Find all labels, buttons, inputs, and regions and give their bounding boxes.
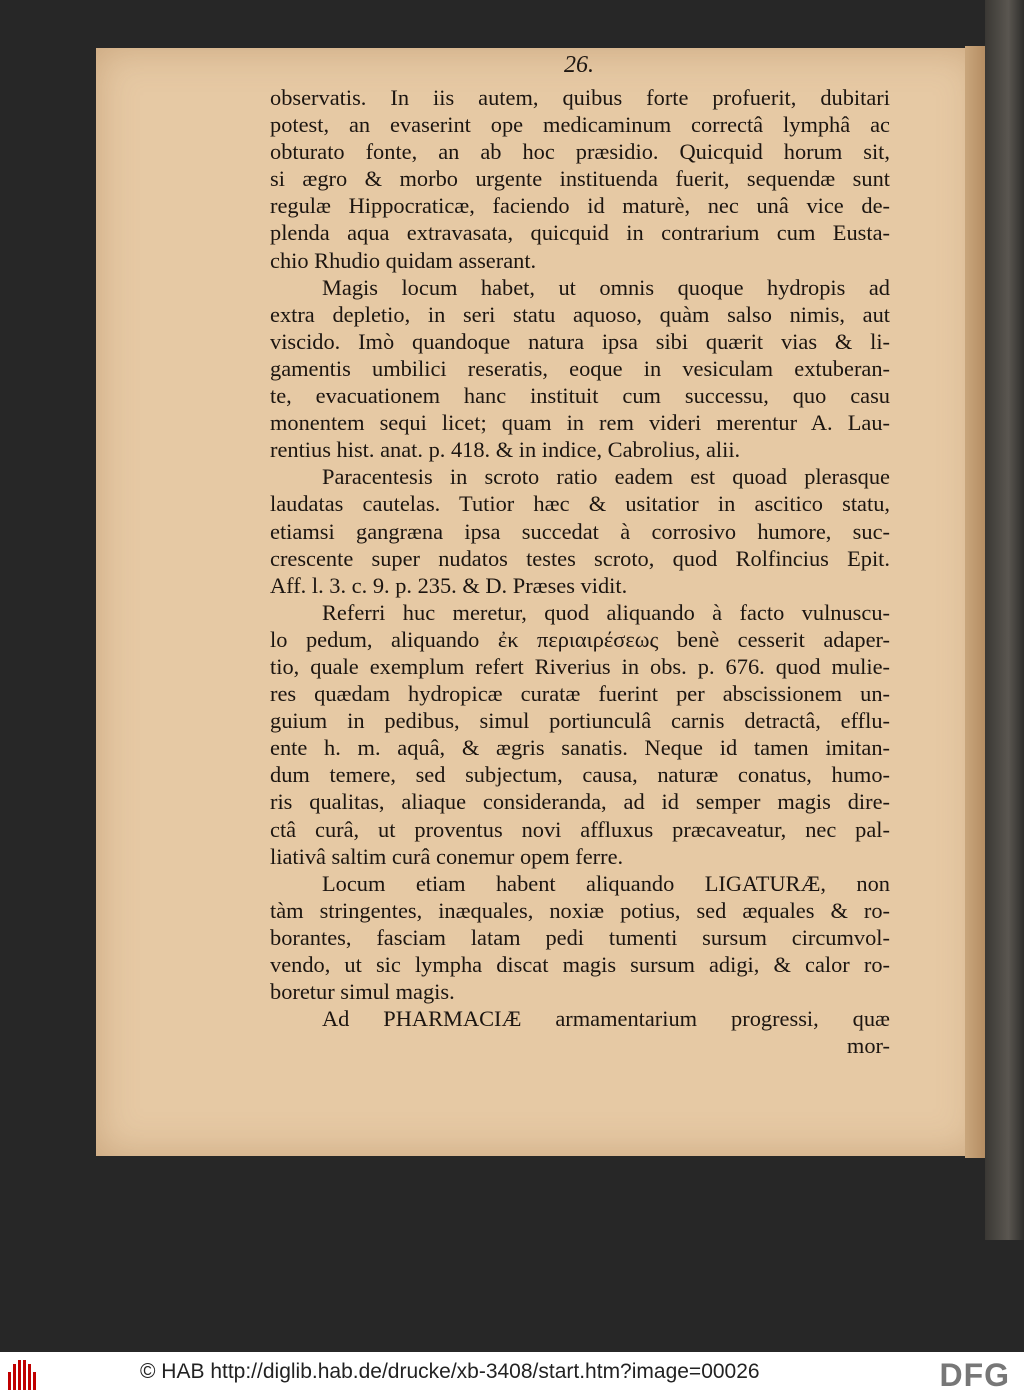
text-line: vendo, ut sic lympha discat magis sursum adigi, & calor ro- [270, 952, 890, 977]
text-line: Aff. l. 3. c. 9. p. 235. & D. Præses vidit. [270, 572, 628, 598]
catchword: mor- [846, 1033, 890, 1059]
scanner-backdrop [985, 0, 1024, 1240]
text-line: observatis. In iis autem, quibus forte profuerit, dubitari [270, 85, 890, 110]
text-line: Paracentesis in scroto ratio eadem est quoad plerasque [322, 464, 890, 490]
text-line: gamentis umbilici reseratis, eoque in vesiculam extuberan- [270, 355, 890, 381]
text-line: viscido. Imò quandoque natura ipsa sibi quærit vias & li- [270, 328, 890, 354]
text-line: liativâ saltim curâ conemur opem ferre. [270, 843, 624, 869]
text-line: regulæ Hippocraticæ, faciendo id maturè, nec unâ vice de- [270, 193, 890, 219]
page-text [270, 84, 890, 1059]
text-line: extra depletio, in seri statu aquoso, quàm salso nimis, aut [270, 301, 890, 327]
text-line: tàm stringentes, inæquales, noxiæ potius, sed æquales & ro- [270, 897, 890, 923]
text-line: obturato fonte, an ab hoc præsidio. Quicquid horum sit, [270, 139, 890, 165]
footer-bar [0, 1352, 1024, 1398]
text-line: Ad PHARMACIÆ armamentarium progressi, quæ [322, 1006, 890, 1032]
text-line: monentem sequi licet; quam in rem videri merentur A. Lau- [270, 410, 890, 436]
text-line: crescente super nudatos testes scroto, quod Rolfincius Epit. [270, 545, 890, 571]
copyright-url[interactable]: © HAB http://diglib.hab.de/drucke/xb-3408/start.htm?image=00026 [140, 1360, 760, 1383]
text-line: rentius hist. anat. p. 418. & in indice, Cabrolius, alii. [270, 437, 741, 463]
dfg-logo: DFG [939, 1357, 1010, 1393]
text-line: plenda aqua extravasata, quicquid in contrarium cum Eusta- [270, 220, 890, 246]
text-line: chio Rhudio quidam asserant. [270, 247, 537, 273]
page-number: 26. [564, 52, 594, 78]
hab-logo-icon [8, 1360, 40, 1390]
text-line: laudatas cautelas. Tutior hæc & usitatior in ascitico statu, [270, 491, 890, 517]
text-line: boretur simul magis. [270, 979, 455, 1005]
text-line: borantes, fasciam latam pedi tumenti sursum circumvol- [270, 924, 890, 950]
text-line: ctâ curâ, ut proventus novi affluxus præcaveatur, nec pal- [270, 816, 890, 842]
text-line: res quædam hydropicæ curatæ fuerint per abscissionem un- [270, 681, 890, 707]
text-line: Magis locum habet, ut omnis quoque hydropis ad [322, 274, 890, 300]
text-line: Referri huc meretur, quod aliquando à facto vulnuscu- [322, 599, 890, 625]
text-line: Locum etiam habent aliquando LIGATURÆ, non [322, 870, 890, 896]
text-line: si ægro & morbo urgente instituenda fuerit, sequendæ sunt [270, 166, 890, 192]
text-line: etiamsi gangræna ipsa succedat à corrosivo humore, suc- [270, 518, 890, 544]
text-line: dum temere, sed subjectum, causa, naturæ conatus, humo- [270, 762, 890, 788]
text-line: ente h. m. aquâ, & ægris sanatis. Neque id tamen imitan- [270, 735, 890, 761]
text-line: guium in pedibus, simul portiunculâ carnis detractâ, efflu- [270, 708, 890, 734]
text-line: lo pedum, aliquando ἐκ περιαιρέσεως benè cesserit adaper- [270, 626, 890, 652]
text-line: ris qualitas, aliaque consideranda, ad id semper magis dire- [270, 789, 890, 815]
page-edge [965, 46, 985, 1158]
text-line: potest, an evaserint ope medicaminum correctâ lymphâ ac [270, 112, 890, 138]
text-line: tio, quale exemplum refert Riverius in obs. p. 676. quod mulie- [270, 653, 890, 679]
text-line: te, evacuationem hanc instituit cum successu, quo casu [270, 383, 890, 409]
